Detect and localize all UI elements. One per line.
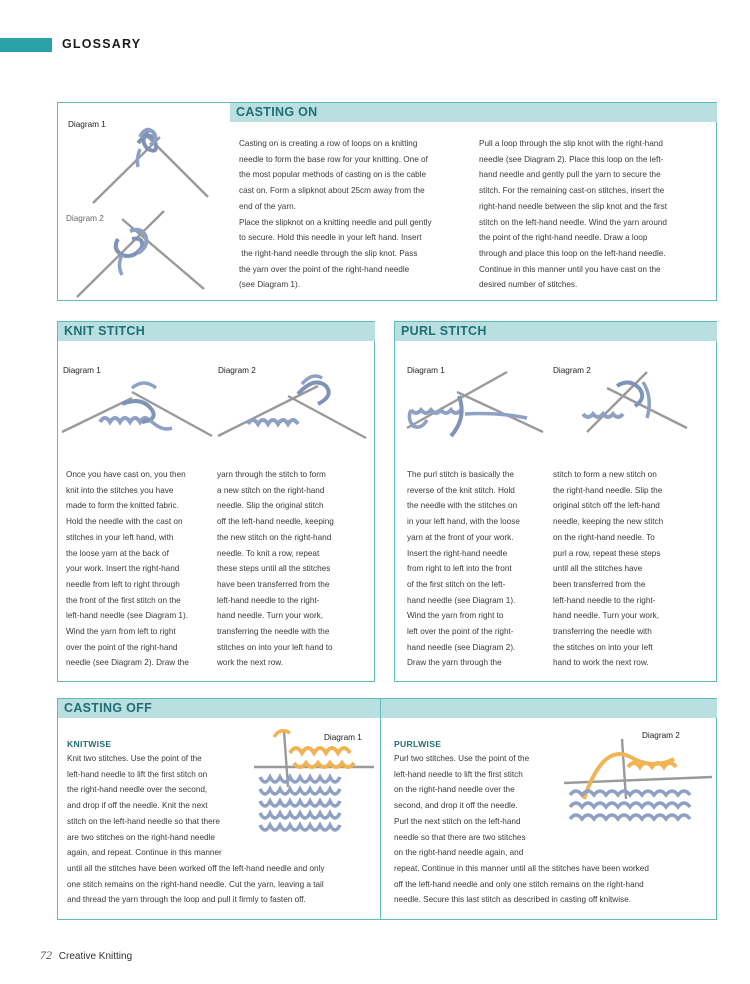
text-line: the loose yarn at the back of (66, 548, 169, 558)
text-line: stitch on the left-hand needle. Wind the yarn around (479, 217, 667, 227)
purl-diagram2-illustration (567, 368, 707, 448)
purl-diagram2-caption: Diagram 2 (553, 366, 591, 375)
text-line: left-hand needle to lift the first stitch (394, 769, 523, 779)
knit-diagram1-caption: Diagram 1 (63, 366, 101, 375)
text-line: left-hand needle to the right- (553, 595, 656, 605)
text-line: repeat. Continue in this manner until all the stitches have been worked (394, 863, 649, 873)
text-line: stitch on the left-hand needle so that there (67, 816, 220, 826)
book-title: Creative Knitting (58, 951, 133, 962)
text-line: the front of the first stitch on the (66, 595, 181, 605)
casting-off-divider (380, 699, 381, 920)
text-line: The purl stitch is basically the (407, 470, 514, 479)
text-line: knit into the stitches you have (66, 485, 174, 495)
header-accent-bar (0, 38, 52, 52)
text-line: Insert the right-hand needle (407, 548, 508, 558)
knitwise-subheading: KNITWISE (67, 739, 112, 749)
text-line: of the first stitch on the left- (407, 579, 506, 589)
text-line: left-hand needle (see Diagram 1). (66, 611, 188, 621)
text-line: needle. To knit a row, repeat (217, 548, 320, 558)
text-line: left-hand needle to lift the first stitch on (67, 769, 208, 779)
text-line: and drop if off the needle. Knit the next (67, 801, 208, 811)
text-line: have been transferred from the (217, 579, 330, 589)
casting-off-title: CASTING OFF (58, 699, 717, 718)
text-line: yarn through the stitch to form (217, 470, 326, 479)
knit-diagram2-illustration (218, 372, 370, 448)
text-line: stitches on into your left hand to (217, 642, 333, 652)
text-line: needle (see Diagram 2). Place this loop on the left- (479, 154, 664, 164)
purl-diagram1-caption: Diagram 1 (407, 366, 445, 375)
text-line: on the right-hand needle. To (553, 532, 655, 542)
purlwise-text (394, 751, 712, 908)
purlwise-subheading: PURLWISE (394, 739, 442, 749)
text-line: purl a row, repeat these steps (553, 548, 661, 558)
text-line: hand to work the next row. (553, 658, 649, 668)
text-line: left over the point of the right- (407, 627, 514, 637)
text-line: Wind the yarn from left to right (66, 627, 176, 637)
casting-on-diagram1-caption: Diagram 1 (68, 120, 106, 129)
text-line: the right-hand needle through the slip knot. Pass (239, 248, 418, 258)
text-line: a new stitch on the right-hand (217, 485, 325, 495)
text-line: needle so that there are two stitches (394, 832, 526, 842)
text-line: stitches in your left hand, with (66, 532, 174, 542)
purl-text-col2 (553, 467, 713, 671)
text-line: the yarn over the point of the right-hand needle (239, 264, 410, 274)
text-line: hand needle and gently pull the yarn to secure the (479, 170, 661, 180)
text-line: transferring the needle with (553, 627, 652, 637)
text-line: left-hand needle to the right- (217, 595, 320, 605)
text-line: until all the stitches have been worked off the left-hand needle and only (67, 863, 325, 873)
knit-diagram1-illustration (62, 376, 214, 448)
knit-stitch-title: KNIT STITCH (58, 322, 375, 341)
text-line: one stitch remains on the right-hand needle. Cut the yarn, leaving a tail (67, 879, 324, 889)
purl-stitch-box (394, 321, 717, 682)
text-line: off the left-hand needle, keeping (217, 517, 334, 527)
text-line: Purl two stitches. Use the point of the (394, 754, 530, 763)
text-line: the most popular methods of casting on is the cable (239, 170, 427, 180)
text-line: Hold the needle with the cast on (66, 517, 183, 527)
text-line: stitch. For the remaining cast-on stitches, insert the (479, 186, 665, 196)
casting-on-diagram2-illustration (72, 209, 222, 304)
casting-on-diagram2-caption: Diagram 2 (66, 214, 104, 223)
text-line: second, and drop it off the needle. (394, 801, 518, 811)
text-line: off the left-hand needle and only one stitch remains on the right-hand (394, 879, 644, 889)
text-line: right-hand needle between the slip knot and the first (479, 201, 667, 211)
text-line: yarn at the front of your work. (407, 532, 514, 542)
text-line: these steps until all the stitches (217, 564, 331, 574)
text-line: Continue in this manner until you have cast on the (479, 264, 661, 274)
text-line: on the right-hand needle over the (394, 785, 515, 795)
text-line: needle. Slip the original stitch (217, 501, 324, 511)
knit-text-col2 (217, 467, 371, 671)
text-line: hand needle. Turn your work, (217, 611, 324, 621)
purl-text-col1 (407, 467, 555, 671)
text-line: Wind the yarn from right to (407, 611, 504, 621)
text-line: been transferred from the (553, 579, 646, 589)
text-line: over the point of the right-hand (66, 642, 178, 652)
text-line: (see Diagram 1). (239, 280, 300, 290)
text-line: and thread the yarn through the loop and pull it firmly to fasten off. (67, 895, 306, 905)
text-line: hand needle. Turn your work, (553, 611, 660, 621)
page-title: GLOSSARY (62, 37, 142, 51)
text-line: Draw the yarn through the (407, 658, 502, 668)
text-line: your work. Insert the right-hand (66, 564, 180, 574)
text-line: the right-hand needle. Slip the (553, 485, 663, 495)
text-line: the needle with the stitches on (407, 501, 518, 511)
text-line: needle from left to right through (66, 579, 180, 589)
text-line: Once you have cast on, you then (66, 470, 186, 479)
text-line: Casting on is creating a row of loops on a knitting (239, 139, 418, 148)
text-line: the stitches on into your left (553, 642, 653, 652)
text-line: Knit two stitches. Use the point of the (67, 754, 202, 763)
purl-stitch-title: PURL STITCH (395, 322, 717, 341)
knit-text-col1 (66, 467, 214, 671)
text-line: through and place this loop on the left-hand needle. (479, 248, 666, 258)
text-line: desired number of stitches. (479, 280, 578, 290)
page-footer (40, 948, 132, 963)
text-line: end of the yarn. (239, 201, 296, 211)
text-line: needle. Secure this last stitch as described in casting off knitwise. (394, 895, 631, 905)
knit-stitch-box (57, 321, 375, 682)
text-line: again, and repeat. Continue in this manner (67, 848, 222, 858)
text-line: in your left hand, with the loose (407, 517, 520, 527)
text-line: cast on. Form a slipknot about 25cm away from the (239, 186, 425, 196)
text-line: reverse of the knit stitch. Hold (407, 485, 515, 495)
casting-on-text-col2 (479, 136, 713, 293)
text-line: Place the slipknot on a knitting needle and pull gently (239, 217, 432, 227)
text-line: needle (see Diagram 2). Draw the (66, 658, 189, 668)
knitwise-text (67, 751, 379, 908)
text-line: from right to left into the front (407, 564, 512, 574)
text-line: needle to form the base row for your knitting. One of (239, 154, 428, 164)
casting-on-title: CASTING ON (230, 103, 717, 122)
text-line: work the next row. (217, 658, 283, 668)
text-line: original stitch off the left-hand (553, 501, 660, 511)
page-number: 72 (40, 948, 52, 962)
text-line: stitch to form a new stitch on (553, 470, 657, 479)
text-line: Pull a loop through the slip knot with the right-hand (479, 139, 663, 148)
text-line: the point of the right-hand needle. Draw a loop (479, 233, 648, 243)
text-line: transferring the needle with the (217, 627, 330, 637)
casting-off-box (57, 698, 717, 920)
text-line: on the right-hand needle again, and (394, 848, 524, 858)
text-line: are two stitches on the right-hand needle (67, 832, 215, 842)
knitwise-diagram-caption: Diagram 1 (324, 733, 362, 742)
text-line: until all the stitches have (553, 564, 643, 574)
text-line: Purl the next stitch on the left-hand (394, 816, 521, 826)
text-line: made to form the knitted fabric. (66, 501, 179, 511)
casting-on-diagram1-illustration (78, 115, 218, 215)
purlwise-diagram-caption: Diagram 2 (642, 731, 680, 740)
casting-on-box (57, 102, 717, 301)
text-line: hand needle (see Diagram 1). (407, 595, 516, 605)
purl-diagram1-illustration (407, 368, 547, 448)
knit-diagram2-caption: Diagram 2 (218, 366, 256, 375)
text-line: to secure. Hold this needle in your left hand. Insert (239, 233, 422, 243)
text-line: the new stitch on the right-hand (217, 532, 332, 542)
text-line: hand needle (see Diagram 2). (407, 642, 516, 652)
casting-on-text-col1 (239, 136, 471, 293)
text-line: the right-hand needle over the second, (67, 785, 208, 795)
text-line: needle, keeping the new stitch (553, 517, 664, 527)
